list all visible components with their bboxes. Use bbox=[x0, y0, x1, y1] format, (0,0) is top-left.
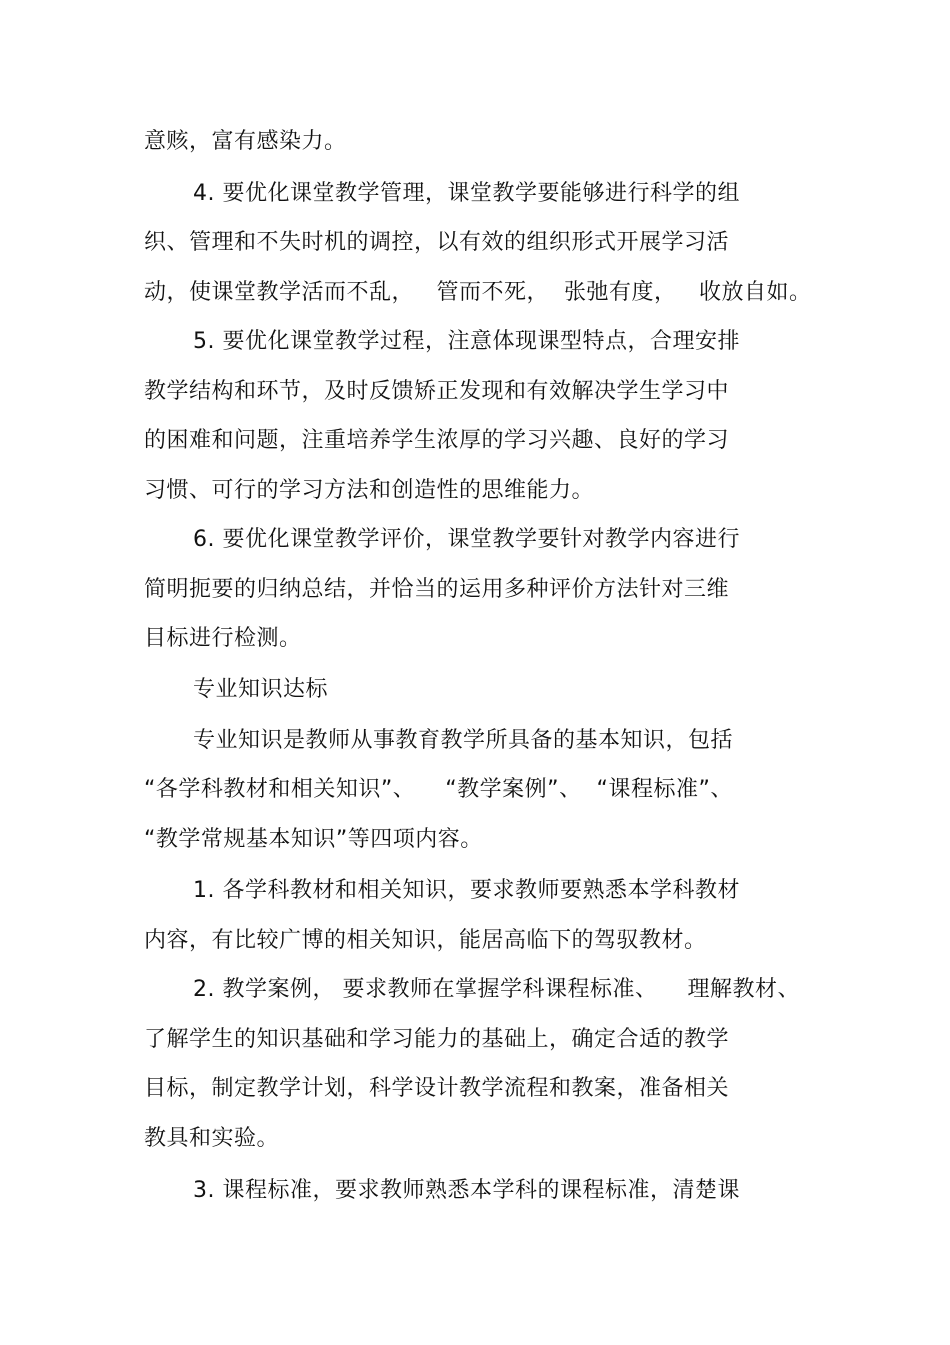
text-line: 专业知识是教师从事教育教学所具备的基本知识，包括 bbox=[193, 728, 734, 753]
text-line: 2. 教学案例， 要求教师在掌握学科课程标准、 理解教材、 bbox=[193, 977, 800, 1002]
text-line: 习惯、可行的学习方法和创造性的思维能力。 bbox=[144, 478, 595, 503]
text-line: 教学结构和环节，及时反馈矫正发现和有效解决学生学习中 bbox=[144, 379, 730, 404]
text-line: 的困难和问题，注重培养学生浓厚的学习兴趣、良好的学习 bbox=[144, 428, 730, 453]
text-line: 目标，制定教学计划，科学设计教学流程和教案，准备相关 bbox=[144, 1076, 730, 1101]
text-line: 目标进行检测。 bbox=[144, 626, 302, 651]
text-line: 意赅，富有感染力。 bbox=[144, 129, 347, 154]
text-line: 3. 课程标准，要求教师熟悉本学科的课程标准，清楚课 bbox=[193, 1178, 740, 1203]
text-line: 教具和实验。 bbox=[144, 1126, 280, 1151]
text-line: 了解学生的知识基础和学习能力的基础上，确定合适的教学 bbox=[144, 1027, 730, 1052]
text-line: 1. 各学科教材和相关知识，要求教师要熟悉本学科教材 bbox=[193, 878, 740, 903]
section-heading: 专业知识达标 bbox=[193, 677, 329, 702]
text-line: 6. 要优化课堂教学评价，课堂教学要针对教学内容进行 bbox=[193, 527, 740, 552]
text-line: “各学科教材和相关知识”、 “教学案例”、 “课程标准”、 bbox=[144, 777, 733, 802]
text-line: 动，使课堂教学活而不乱， 管而不死， 张弛有度， 收放自如。 bbox=[144, 280, 812, 305]
text-line: 4. 要优化课堂教学管理，课堂教学要能够进行科学的组 bbox=[193, 181, 740, 206]
text-line: 5. 要优化课堂教学过程，注意体现课型特点，合理安排 bbox=[193, 329, 740, 354]
text-line: 织、管理和不失时机的调控，以有效的组织形式开展学习活 bbox=[144, 230, 730, 255]
text-line: 内容，有比较广博的相关知识，能居高临下的驾驭教材。 bbox=[144, 928, 707, 953]
text-line: 简明扼要的归纳总结，并恰当的运用多种评价方法针对三维 bbox=[144, 577, 730, 602]
text-line: “教学常规基本知识”等四项内容。 bbox=[144, 827, 483, 852]
